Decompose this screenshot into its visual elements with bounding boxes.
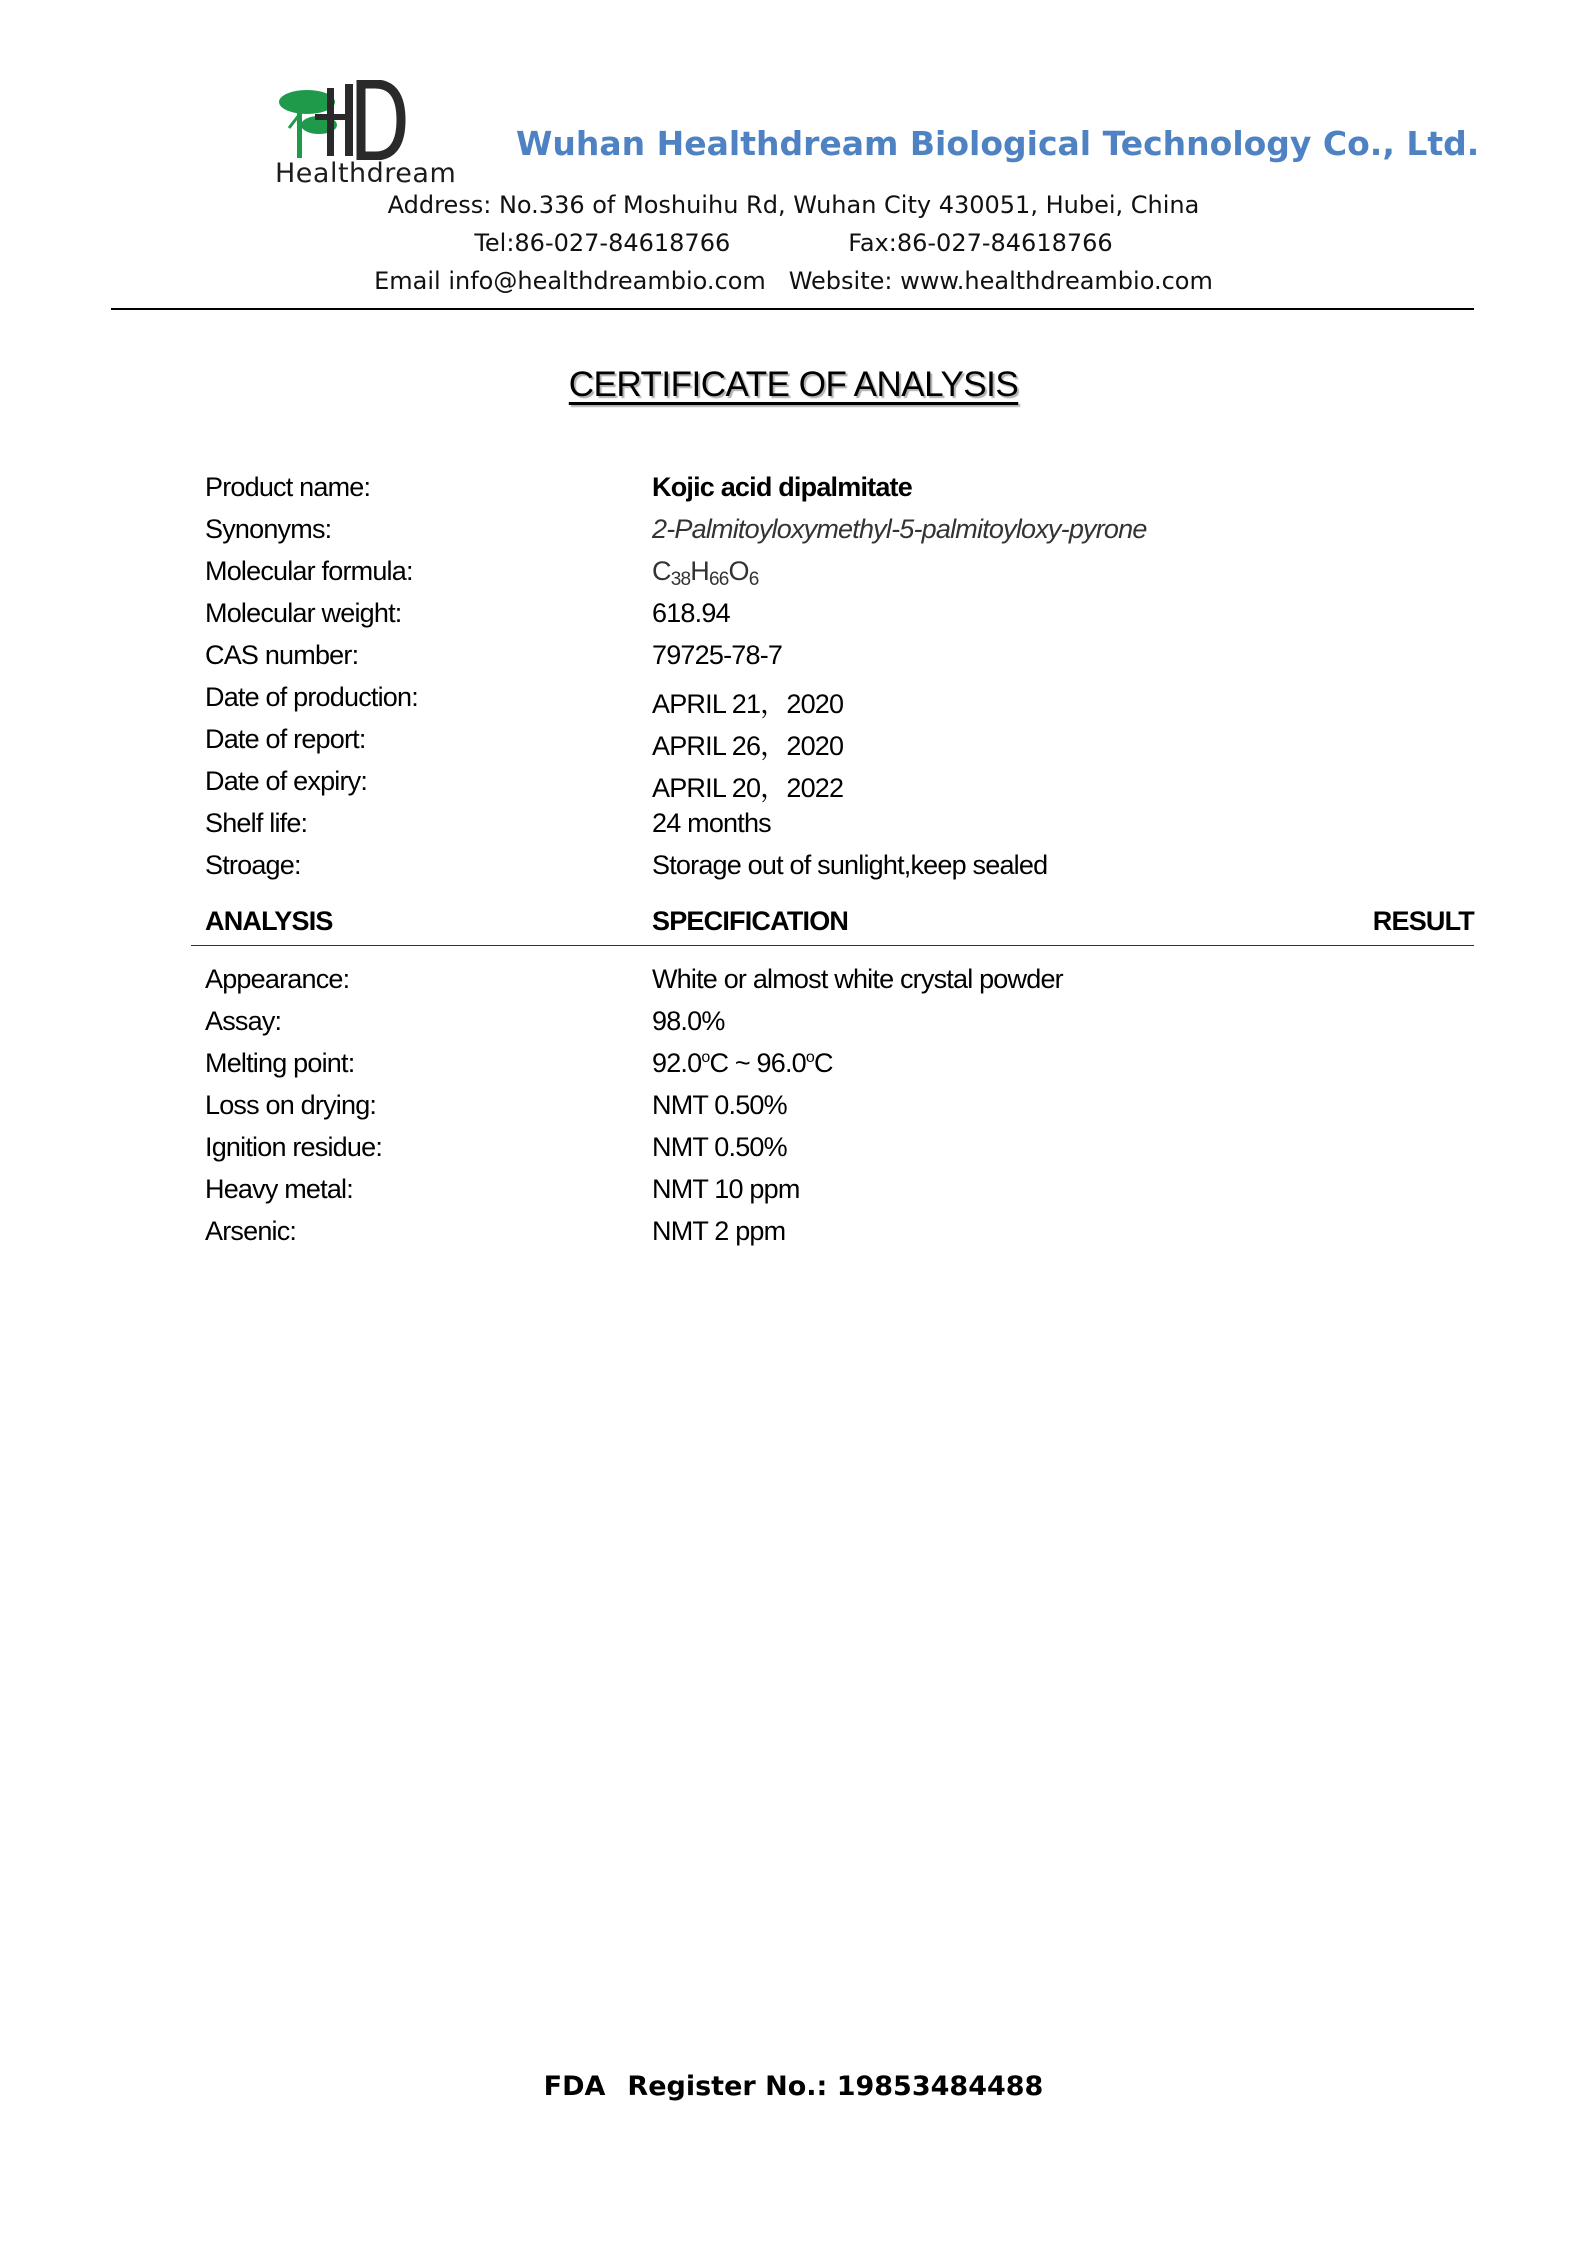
company-website: Website: www.healthdreambio.com [788,267,1213,295]
expiry-date-label: Date of expiry: [205,766,368,796]
table-row-spec: NMT 0.50% [652,1132,787,1162]
shelf-life-value: 24 months [652,808,771,838]
specification-header: SPECIFICATION [652,906,849,936]
header-divider [111,308,1474,310]
synonyms-value: 2-Palmitoyloxymethyl-5-palmitoyloxy-pyrone [652,514,1147,544]
weight-value: 618.94 [652,598,730,628]
product-name-label: Product name: [205,472,371,502]
table-header-divider [191,945,1474,946]
page-title: CERTIFICATE OF ANALYSIS [568,365,1019,404]
table-row-item: Arsenic: [205,1216,297,1246]
company-address: Address: No.336 of Moshuihu Rd, Wuhan City 430051, Hubei, China [387,191,1200,219]
company-name: Wuhan Healthdream Biological Technology Co., Ltd. [516,124,1480,163]
table-row-item: Heavy metal: [205,1174,353,1204]
company-phone-fax [0,229,1587,257]
company-email-website [0,267,1587,295]
cas-value: 79725-78-7 [652,640,783,670]
report-date-label: Date of report: [205,724,366,754]
storage-label: Stroage: [205,850,301,880]
shelf-life-label: Shelf life: [205,808,308,838]
table-row-spec: NMT 0.50% [652,1090,787,1120]
fda-register-number: Register No.: 19853484488 [627,2071,1044,2102]
product-name-value: Kojic acid dipalmitate [652,472,912,502]
table-row-spec: NMT 2 ppm [652,1216,786,1246]
melting-point-spec: 92.0$^o$C ~ 96.0$^o$C [652,1048,833,1078]
production-date-label: Date of production: [205,682,418,712]
cas-label: CAS number: [205,640,359,670]
analysis-header: ANALYSIS [205,906,333,936]
report-date-value: APRIL 26，2020 [652,731,844,761]
company-email: Email info@healthdreambio.com [374,267,766,295]
company-fax: Fax:86-027-84618766 [848,229,1113,257]
table-row-item: Ignition residue: [205,1132,383,1162]
weight-label: Molecular weight: [205,598,402,628]
fda-register [0,2071,1587,2102]
storage-value: Storage out of sunlight,keep sealed [652,850,1048,880]
formula-value: $C_{38}H_{66}O_6$ [652,556,759,590]
table-row-item: Melting point: [205,1048,355,1078]
expiry-date-value: APRIL 20，2022 [652,773,844,803]
table-row-spec: White or almost white crystal powder [652,964,1063,994]
company-tel: Tel:86-027-84618766 [474,229,731,257]
brand-name: Healthdream [275,158,457,189]
table-row-item: Assay: [205,1006,282,1036]
table-row-spec: NMT 10 ppm [652,1174,800,1204]
fda-label: FDA [543,2071,606,2102]
result-header: RESULT [1372,906,1474,936]
synonyms-label: Synonyms: [205,514,332,544]
formula-label: Molecular formula: [205,556,413,586]
table-row-item: Appearance: [205,964,350,994]
table-row-item: Loss on drying: [205,1090,377,1120]
table-row-spec: 98.0% [652,1006,725,1036]
production-date-value: APRIL 21，2020 [652,689,844,719]
healthdream-tree-hd-logo [275,80,465,160]
